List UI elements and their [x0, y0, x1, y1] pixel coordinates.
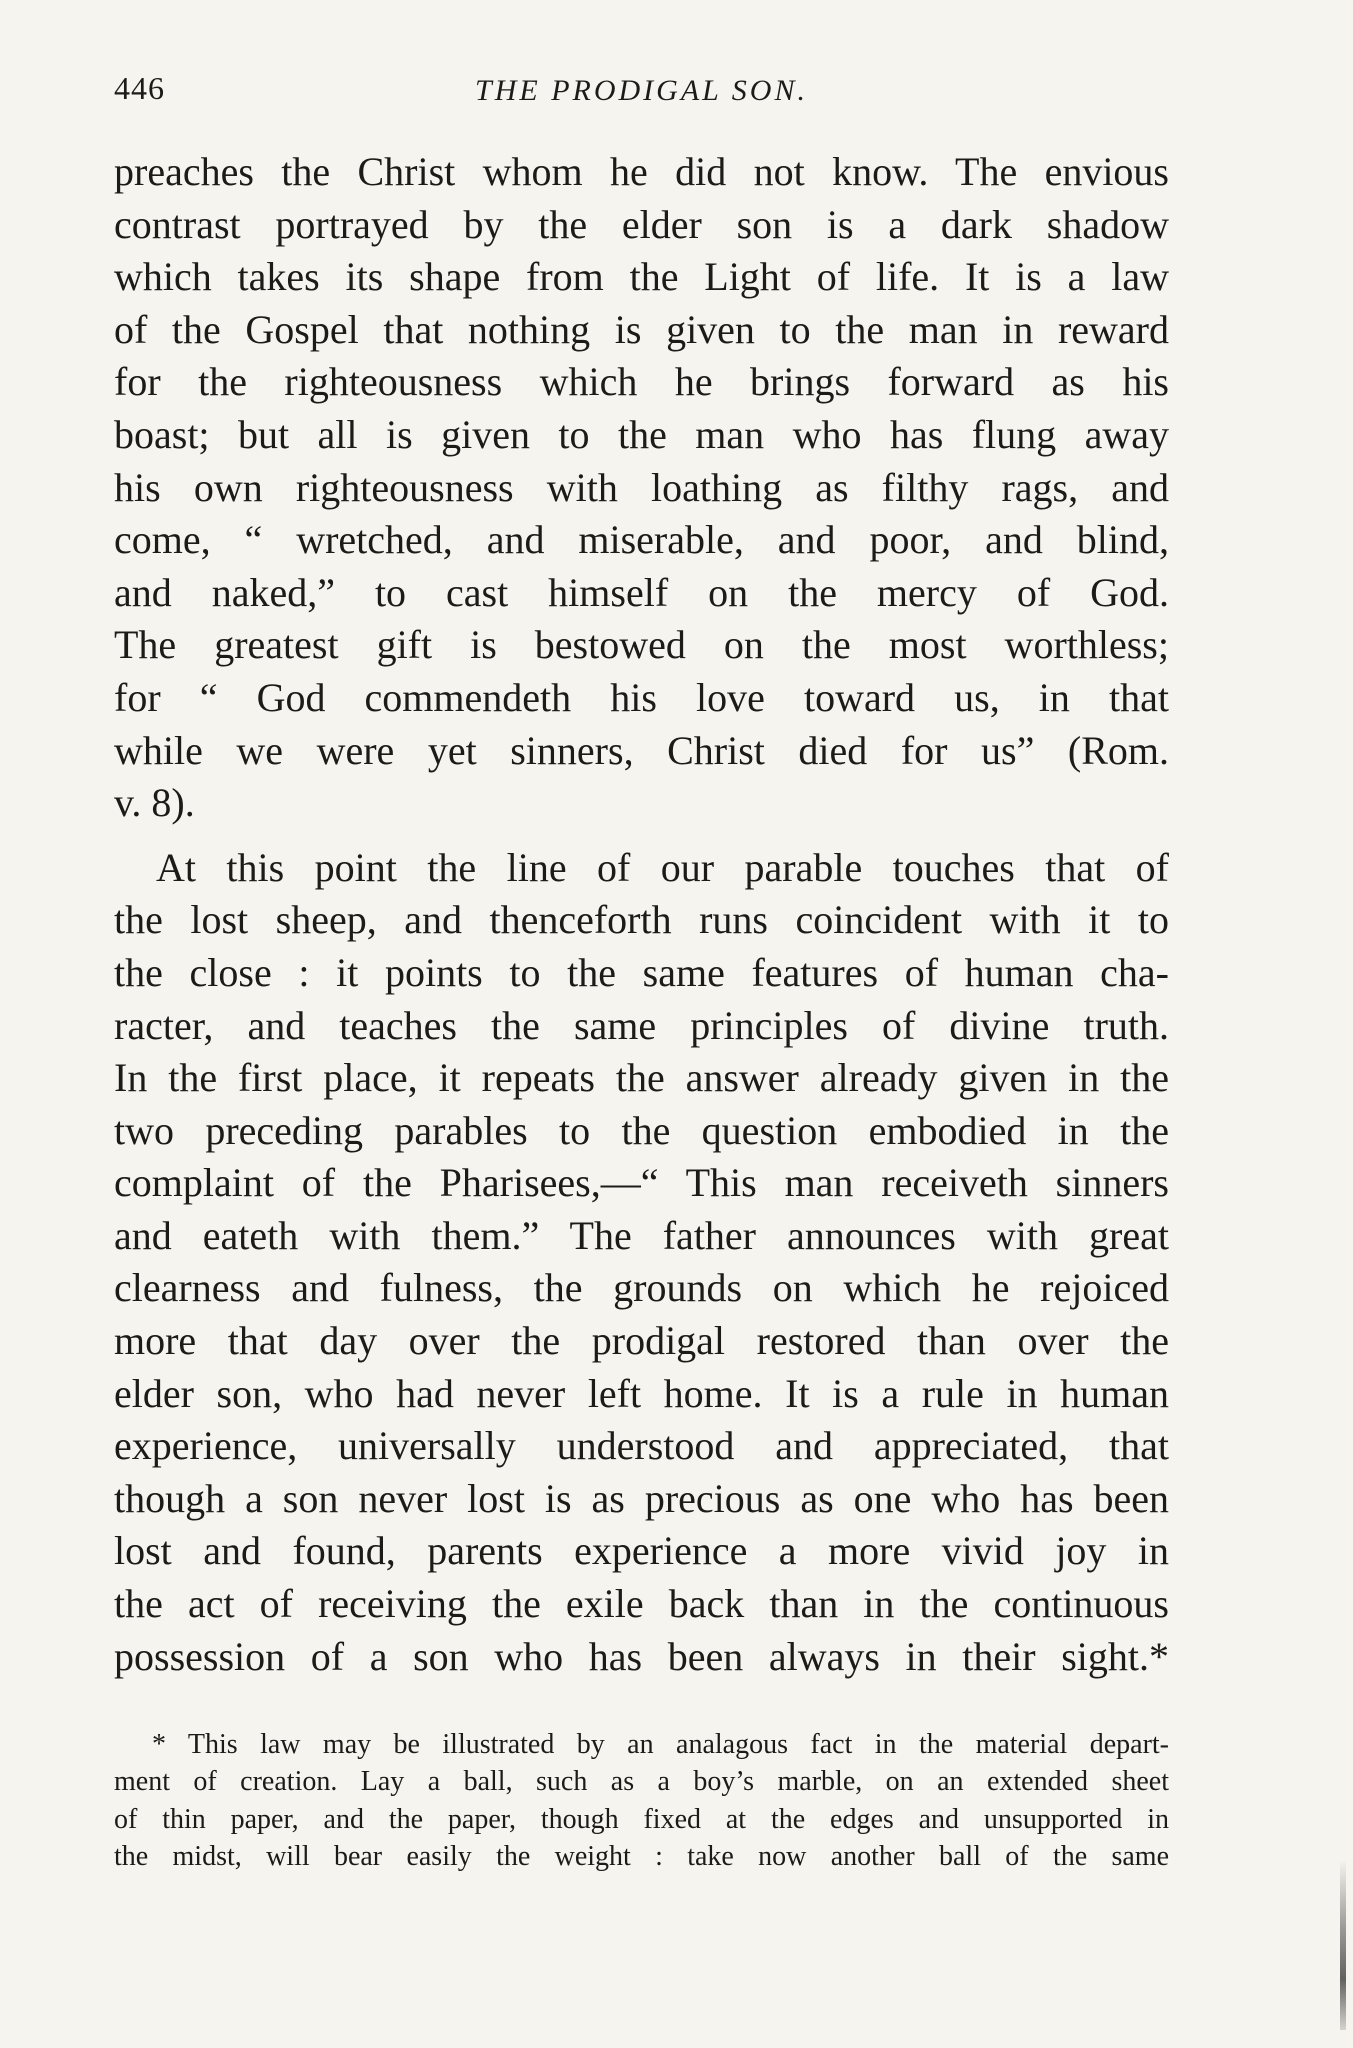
footnote — [114, 1726, 1169, 1875]
footnote-line: ment of creation. Lay a ball, such as a boy’s marble, on an extended sheet — [114, 1766, 1169, 1798]
scan-edge-mark — [1340, 1860, 1346, 2030]
text-line: possession of a son who has been always in their sight.* — [114, 1633, 1169, 1679]
text-line: of the Gospel that nothing is given to the man in reward — [114, 306, 1169, 352]
text-line: and eateth with them.” The father announces with great — [114, 1212, 1169, 1258]
paragraph-2 — [114, 842, 1169, 1684]
text-line: boast; but all is given to the man who has flung away — [114, 411, 1169, 457]
page-number: 446 — [114, 70, 165, 106]
text-line: The greatest gift is bestowed on the most worthless; — [114, 622, 1169, 668]
text-line: v. 8). — [114, 780, 195, 826]
footnote-line: * This law may be illustrated by an analagous fact in the material depart- — [152, 1729, 1169, 1760]
body-text — [114, 146, 1169, 1683]
footnote-line: of thin paper, and the paper, though fixed at the edges and unsupported in — [114, 1803, 1169, 1835]
text-line: complaint of the Pharisees,—“ This man receiveth sinners — [114, 1160, 1169, 1206]
page-header — [114, 70, 1169, 120]
text-line: two preceding parables to the question embodied in the — [114, 1107, 1169, 1153]
text-line: elder son, who had never left home. It is a rule in human — [114, 1370, 1169, 1416]
text-line: come, “ wretched, and miserable, and poor, and blind, — [114, 517, 1169, 563]
text-line: In the first place, it repeats the answer already given in the — [114, 1055, 1169, 1101]
text-line: for the righteousness which he brings forward as his — [114, 359, 1169, 405]
text-line: clearness and fulness, the grounds on which he rejoiced — [114, 1265, 1169, 1311]
text-line: racter, and teaches the same principles of divine truth. — [114, 1002, 1169, 1048]
text-line: which takes its shape from the Light of life. It is a law — [114, 254, 1169, 300]
text-line: his own righteousness with loathing as filthy rags, and — [114, 464, 1169, 510]
paragraph-1 — [114, 146, 1169, 830]
paragraph-gap — [114, 830, 1169, 842]
running-title: THE PRODIGAL SON. — [475, 74, 808, 107]
text-line: and naked,” to cast himself on the mercy of God. — [114, 569, 1169, 615]
text-line: though a son never lost is as precious as one who has been — [114, 1475, 1169, 1521]
text-line: preaches the Christ whom he did not know. The envious — [114, 149, 1169, 194]
text-line: lost and found, parents experience a more vivid joy in — [114, 1528, 1169, 1574]
footnote-line: the midst, will bear easily the weight : take now another ball of the same — [114, 1840, 1169, 1872]
text-line: the act of receiving the exile back than in the continuous — [114, 1581, 1169, 1627]
text-line: for “ God commendeth his love toward us, in that — [114, 674, 1169, 720]
text-line: At this point the line of our parable touches that of — [156, 844, 1169, 890]
text-line: while we were yet sinners, Christ died for us” (Rom. — [114, 727, 1169, 773]
text-line: the close : it points to the same features of human cha- — [114, 949, 1169, 995]
text-line: the lost sheep, and thenceforth runs coincident with it to — [114, 897, 1169, 943]
text-line: contrast portrayed by the elder son is a dark shadow — [114, 201, 1169, 247]
text-line: experience, universally understood and appreciated, that — [114, 1423, 1169, 1469]
text-line: more that day over the prodigal restored than over the — [114, 1318, 1169, 1364]
